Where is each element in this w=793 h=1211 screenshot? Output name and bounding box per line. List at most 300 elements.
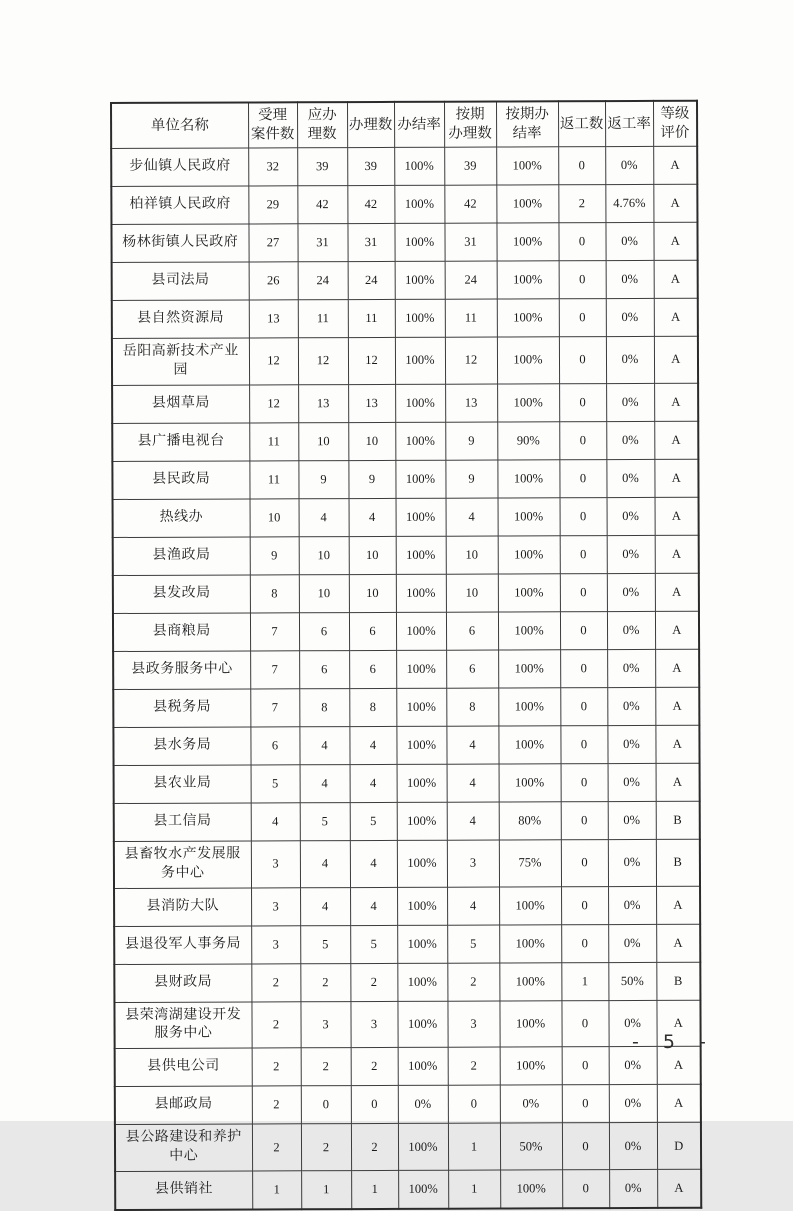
unit-name-cell: 县退役军人事务局: [114, 926, 251, 965]
value-cell: 13: [348, 384, 395, 422]
value-cell: 0%: [608, 1000, 656, 1047]
value-cell: 0: [560, 725, 607, 763]
value-cell: 0: [560, 535, 607, 573]
value-cell: 0%: [607, 497, 655, 535]
table-row: [114, 924, 700, 964]
column-header: 返工率: [605, 101, 653, 147]
table-row: [114, 962, 700, 1002]
unit-name-cell: 县工信局: [114, 803, 251, 842]
value-cell: 100%: [498, 612, 560, 650]
table-row: [113, 611, 699, 651]
value-cell: 0: [561, 1000, 608, 1047]
value-cell: 2: [251, 1001, 300, 1048]
value-cell: 26: [249, 262, 298, 300]
value-cell: 100%: [395, 384, 445, 422]
value-cell: 0: [559, 383, 606, 421]
unit-name-cell: 县广播电视台: [112, 423, 249, 462]
value-cell: 42: [444, 185, 496, 223]
value-cell: 0: [558, 223, 605, 261]
value-cell: A: [655, 535, 699, 573]
value-cell: A: [654, 260, 698, 298]
value-cell: 0%: [607, 725, 655, 763]
value-cell: 11: [249, 461, 298, 499]
value-cell: 0: [560, 687, 607, 725]
table-row: [113, 687, 699, 727]
value-cell: 5: [300, 802, 350, 840]
report-table-wrap: [110, 100, 700, 1211]
value-cell: 100%: [497, 337, 559, 384]
value-cell: 100%: [395, 337, 445, 384]
value-cell: 13: [249, 300, 298, 338]
value-cell: 8: [250, 575, 299, 613]
value-cell: 2: [252, 1086, 301, 1124]
value-cell: 9: [445, 422, 497, 460]
value-cell: A: [656, 886, 700, 924]
value-cell: 90%: [497, 422, 559, 460]
value-cell: 2: [447, 963, 499, 1001]
value-cell: 13: [445, 384, 497, 422]
value-cell: A: [657, 1085, 701, 1123]
unit-name-cell: 热线办: [113, 499, 250, 538]
value-cell: 4: [350, 764, 397, 802]
table-row: [111, 184, 697, 224]
unit-name-cell: 县政务服务中心: [113, 651, 250, 690]
value-cell: 0: [562, 1123, 609, 1170]
value-cell: 4: [350, 840, 397, 887]
value-cell: 100%: [396, 574, 446, 612]
value-cell: 6: [349, 612, 396, 650]
value-cell: 2: [301, 1048, 351, 1086]
table-row: [111, 222, 697, 262]
value-cell: 100%: [499, 764, 561, 802]
value-cell: 0%: [605, 146, 653, 184]
table-row: [114, 763, 700, 803]
value-cell: 100%: [497, 299, 559, 337]
value-cell: 100%: [396, 498, 446, 536]
value-cell: 31: [347, 223, 394, 261]
value-cell: 31: [444, 223, 496, 261]
value-cell: 100%: [498, 688, 560, 726]
value-cell: 0: [559, 299, 606, 337]
unit-name-cell: 县邮政局: [115, 1086, 252, 1125]
value-cell: 5: [350, 925, 397, 963]
value-cell: 100%: [498, 574, 560, 612]
value-cell: 100%: [497, 261, 559, 299]
value-cell: A: [655, 497, 699, 535]
value-cell: 4: [447, 802, 499, 840]
value-cell: 0%: [607, 687, 655, 725]
value-cell: 0%: [607, 535, 655, 573]
value-cell: 100%: [397, 887, 447, 925]
value-cell: 75%: [499, 840, 561, 887]
value-cell: 10: [298, 422, 348, 460]
value-cell: 9: [348, 460, 395, 498]
value-cell: 10: [250, 499, 299, 537]
unit-name-cell: 县公路建设和养护中心: [115, 1124, 252, 1171]
value-cell: 100%: [396, 612, 446, 650]
value-cell: 3: [447, 840, 499, 887]
unit-name-cell: 县荣湾湖建设开发服务中心: [114, 1002, 251, 1049]
table-row: [112, 459, 698, 499]
value-cell: 0%: [500, 1085, 562, 1123]
value-cell: 10: [446, 536, 498, 574]
unit-name-cell: 杨林街镇人民政府: [111, 224, 248, 263]
column-header: 返工数: [558, 101, 605, 147]
value-cell: 6: [349, 650, 396, 688]
value-cell: 4: [251, 803, 300, 841]
table-row: [114, 886, 700, 926]
value-cell: 0%: [609, 1170, 657, 1209]
value-cell: 0%: [398, 1086, 448, 1124]
unit-name-cell: 县商粮局: [113, 613, 250, 652]
value-cell: 10: [348, 422, 395, 460]
value-cell: 100%: [499, 924, 561, 962]
value-cell: 0: [561, 886, 608, 924]
value-cell: 100%: [398, 1170, 448, 1209]
value-cell: 3: [300, 1001, 350, 1048]
value-cell: B: [656, 839, 700, 886]
value-cell: 10: [349, 536, 396, 574]
value-cell: 100%: [397, 764, 447, 802]
value-cell: 24: [298, 262, 348, 300]
value-cell: 4: [447, 887, 499, 925]
page-number: - 5 -: [632, 1031, 715, 1053]
value-cell: 7: [250, 651, 299, 689]
value-cell: 0: [560, 497, 607, 535]
column-header: 应办 理数: [297, 102, 347, 148]
value-cell: 12: [445, 337, 497, 384]
value-cell: 0%: [609, 1123, 657, 1170]
unit-name-cell: 县民政局: [112, 461, 249, 500]
value-cell: 0: [560, 611, 607, 649]
value-cell: A: [654, 459, 698, 497]
unit-name-cell: 县财政局: [114, 964, 251, 1003]
value-cell: 100%: [398, 1048, 448, 1086]
value-cell: 0: [559, 337, 606, 384]
value-cell: 12: [348, 337, 395, 384]
column-header: 受理 案件数: [248, 102, 297, 148]
unit-name-cell: 县供电公司: [115, 1048, 252, 1087]
value-cell: 100%: [497, 384, 559, 422]
value-cell: 100%: [500, 1047, 562, 1085]
header-row: [111, 101, 697, 149]
value-cell: A: [654, 298, 698, 336]
value-cell: 0%: [606, 383, 654, 421]
value-cell: 31: [297, 224, 347, 262]
value-cell: 100%: [498, 650, 560, 688]
value-cell: 2: [448, 1047, 500, 1085]
unit-name-cell: 县水务局: [113, 727, 250, 766]
table-body: [111, 146, 701, 1210]
value-cell: 29: [248, 186, 297, 224]
value-cell: 4: [300, 887, 350, 925]
value-cell: 0: [561, 801, 608, 839]
value-cell: 5: [251, 765, 300, 803]
value-cell: 4: [447, 764, 499, 802]
value-cell: 4: [299, 498, 349, 536]
value-cell: 4: [446, 498, 498, 536]
unit-name-cell: 县税务局: [113, 689, 250, 728]
value-cell: 0%: [608, 763, 656, 801]
value-cell: A: [655, 725, 699, 763]
table-row: [115, 1085, 701, 1125]
column-header: 按期 办理数: [444, 102, 496, 148]
value-cell: 0: [558, 147, 605, 185]
value-cell: 0%: [609, 1085, 657, 1123]
value-cell: A: [653, 146, 697, 184]
value-cell: A: [656, 924, 700, 962]
value-cell: 2: [300, 963, 350, 1001]
value-cell: 100%: [499, 962, 561, 1000]
unit-name-cell: 县烟草局: [112, 385, 249, 424]
value-cell: 0: [301, 1086, 351, 1124]
value-cell: 0: [561, 839, 608, 886]
value-cell: 9: [250, 537, 299, 575]
value-cell: 8: [299, 688, 349, 726]
value-cell: 4: [446, 726, 498, 764]
value-cell: 27: [248, 224, 297, 262]
value-cell: A: [657, 1169, 701, 1208]
value-cell: 0%: [608, 924, 656, 962]
value-cell: 100%: [397, 840, 447, 887]
value-cell: 10: [349, 574, 396, 612]
value-cell: 0: [561, 763, 608, 801]
report-table: [110, 100, 702, 1211]
value-cell: 2: [252, 1048, 301, 1086]
value-cell: 13: [298, 384, 348, 422]
value-cell: 100%: [497, 460, 559, 498]
value-cell: 0%: [605, 222, 653, 260]
column-header: 办理数: [347, 102, 394, 148]
value-cell: 6: [446, 612, 498, 650]
value-cell: 100%: [395, 261, 445, 299]
table-row: [113, 535, 699, 575]
value-cell: A: [654, 383, 698, 421]
value-cell: 8: [349, 688, 396, 726]
value-cell: 50%: [500, 1123, 562, 1170]
value-cell: 0: [561, 924, 608, 962]
column-header: 等级 评价: [653, 101, 697, 147]
value-cell: A: [654, 421, 698, 459]
value-cell: 0: [448, 1085, 500, 1123]
value-cell: 39: [444, 147, 496, 185]
value-cell: A: [653, 184, 697, 222]
value-cell: 11: [298, 300, 348, 338]
value-cell: 100%: [496, 185, 558, 223]
column-header: 按期办 结率: [496, 101, 558, 147]
table-row: [112, 421, 698, 461]
table-row: [114, 839, 700, 888]
value-cell: 3: [447, 1001, 499, 1048]
value-cell: 39: [347, 147, 394, 185]
value-cell: 100%: [498, 536, 560, 574]
value-cell: 6: [250, 727, 299, 765]
value-cell: 0%: [606, 298, 654, 336]
value-cell: 7: [250, 613, 299, 651]
table-row: [112, 336, 698, 385]
value-cell: 12: [298, 338, 348, 385]
table-row: [112, 260, 698, 300]
table-row: [115, 1123, 701, 1172]
value-cell: 10: [299, 574, 349, 612]
value-cell: A: [655, 573, 699, 611]
value-cell: 100%: [396, 726, 446, 764]
unit-name-cell: 岳阳高新技术产业园: [112, 338, 249, 385]
value-cell: 4.76%: [605, 184, 653, 222]
value-cell: 4: [299, 726, 349, 764]
value-cell: 7: [250, 689, 299, 727]
value-cell: 2: [351, 1048, 398, 1086]
value-cell: 12: [249, 385, 298, 423]
value-cell: 5: [300, 925, 350, 963]
value-cell: 11: [348, 299, 395, 337]
table-row: [112, 298, 698, 338]
table-row: [112, 383, 698, 423]
value-cell: A: [655, 611, 699, 649]
unit-name-cell: 县畜牧水产发展服务中心: [114, 841, 251, 888]
value-cell: 100%: [498, 498, 560, 536]
value-cell: A: [653, 222, 697, 260]
value-cell: 4: [349, 726, 396, 764]
value-cell: 42: [347, 185, 394, 223]
value-cell: 0: [562, 1085, 609, 1123]
value-cell: 100%: [394, 185, 444, 223]
value-cell: 32: [248, 148, 297, 186]
value-cell: 3: [251, 841, 300, 888]
value-cell: 42: [297, 186, 347, 224]
value-cell: 100%: [397, 802, 447, 840]
value-cell: 5: [447, 925, 499, 963]
value-cell: 100%: [396, 688, 446, 726]
value-cell: 0: [559, 421, 606, 459]
value-cell: 8: [446, 688, 498, 726]
value-cell: A: [655, 687, 699, 725]
value-cell: 2: [350, 963, 397, 1001]
table-row: [113, 725, 699, 765]
value-cell: 0: [559, 261, 606, 299]
value-cell: 2: [351, 1124, 398, 1171]
value-cell: 100%: [499, 1000, 561, 1047]
value-cell: 6: [299, 650, 349, 688]
value-cell: 4: [349, 498, 396, 536]
value-cell: 0: [560, 573, 607, 611]
table-row: [115, 1169, 701, 1210]
value-cell: 10: [299, 536, 349, 574]
value-cell: 100%: [394, 147, 444, 185]
value-cell: A: [657, 1047, 701, 1085]
unit-name-cell: 县农业局: [114, 765, 251, 804]
value-cell: 100%: [397, 925, 447, 963]
unit-name-cell: 县供销社: [115, 1171, 252, 1210]
value-cell: 100%: [395, 299, 445, 337]
value-cell: A: [654, 336, 698, 383]
value-cell: B: [656, 962, 700, 1000]
unit-name-cell: 柏祥镇人民政府: [111, 186, 248, 225]
value-cell: 0%: [607, 611, 655, 649]
value-cell: 0%: [607, 573, 655, 611]
value-cell: 3: [251, 925, 300, 963]
value-cell: 0%: [606, 459, 654, 497]
value-cell: 1: [561, 962, 608, 1000]
value-cell: 9: [298, 460, 348, 498]
value-cell: 1: [301, 1171, 351, 1210]
column-header: 办结率: [394, 102, 444, 148]
table-row: [111, 146, 697, 186]
value-cell: 24: [445, 261, 497, 299]
value-cell: 1: [351, 1171, 398, 1210]
value-cell: 11: [445, 299, 497, 337]
value-cell: A: [656, 763, 700, 801]
value-cell: 24: [348, 261, 395, 299]
value-cell: 100%: [397, 1001, 447, 1048]
value-cell: 100%: [395, 422, 445, 460]
value-cell: 100%: [397, 963, 447, 1001]
value-cell: 0%: [609, 1047, 657, 1085]
column-header: 单位名称: [111, 102, 248, 148]
value-cell: 9: [445, 460, 497, 498]
table-row: [114, 801, 700, 841]
value-cell: 100%: [395, 460, 445, 498]
table-row: [113, 573, 699, 613]
value-cell: 80%: [499, 802, 561, 840]
value-cell: 100%: [396, 650, 446, 688]
value-cell: 100%: [394, 223, 444, 261]
value-cell: 100%: [396, 536, 446, 574]
value-cell: 2: [301, 1124, 351, 1171]
unit-name-cell: 县渔政局: [113, 537, 250, 576]
unit-name-cell: 县发改局: [113, 575, 250, 614]
value-cell: 11: [249, 423, 298, 461]
value-cell: 50%: [608, 962, 656, 1000]
value-cell: 2: [251, 963, 300, 1001]
value-cell: 1: [252, 1171, 301, 1210]
unit-name-cell: 步仙镇人民政府: [111, 148, 248, 187]
value-cell: 0%: [608, 801, 656, 839]
value-cell: A: [655, 649, 699, 687]
value-cell: 3: [251, 887, 300, 925]
value-cell: 6: [446, 650, 498, 688]
value-cell: 3: [350, 1001, 397, 1048]
value-cell: 4: [350, 887, 397, 925]
value-cell: 0: [562, 1047, 609, 1085]
value-cell: 5: [350, 802, 397, 840]
value-cell: 100%: [500, 1170, 562, 1209]
value-cell: 1: [448, 1170, 500, 1209]
value-cell: 100%: [496, 147, 558, 185]
unit-name-cell: 县司法局: [112, 262, 249, 301]
value-cell: 100%: [496, 223, 558, 261]
value-cell: 10: [446, 574, 498, 612]
unit-name-cell: 县自然资源局: [112, 300, 249, 339]
value-cell: A: [656, 1000, 700, 1047]
value-cell: 0%: [608, 886, 656, 924]
value-cell: 0%: [606, 260, 654, 298]
value-cell: 2: [252, 1124, 301, 1171]
value-cell: 100%: [498, 726, 560, 764]
table-row: [115, 1047, 701, 1087]
table-row: [113, 649, 699, 689]
value-cell: 1: [448, 1123, 500, 1170]
value-cell: 0%: [607, 649, 655, 687]
value-cell: 0%: [608, 839, 656, 886]
value-cell: 0%: [606, 336, 654, 383]
value-cell: 0: [560, 649, 607, 687]
value-cell: 0: [559, 459, 606, 497]
table-row: [113, 497, 699, 537]
unit-name-cell: 县消防大队: [114, 888, 251, 927]
value-cell: B: [656, 801, 700, 839]
value-cell: 6: [299, 612, 349, 650]
